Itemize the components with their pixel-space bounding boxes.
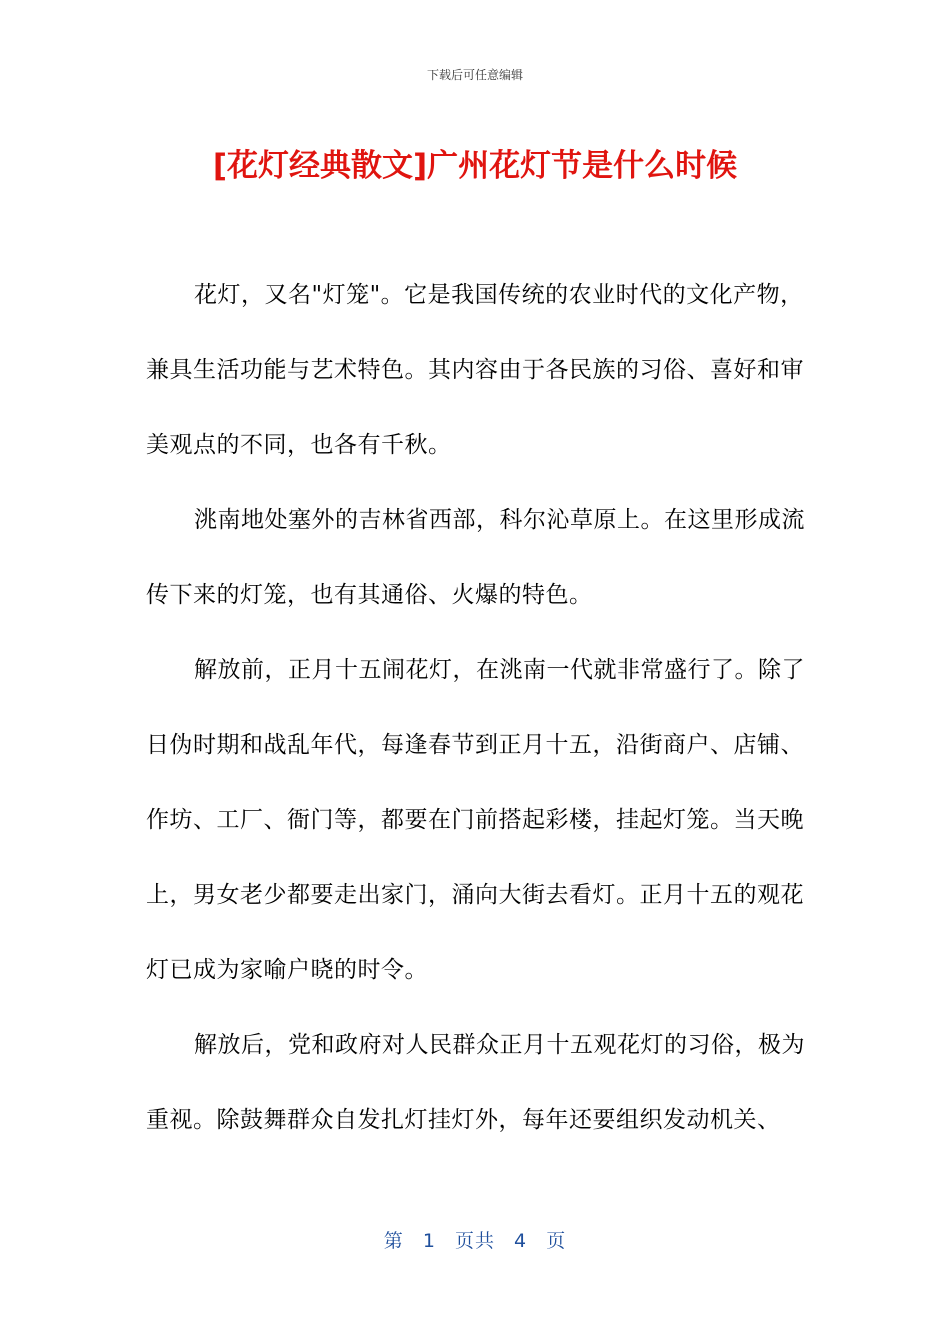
header-note: 下载后可任意编辑 — [426, 68, 523, 82]
document-body — [146, 258, 806, 1158]
page-middle: 页共 — [454, 1230, 495, 1252]
paragraph: 洮南地处塞外的吉林省西部，科尔沁草原上。在这里形成流传下来的灯笼，也有其通俗、火爆的特色。 — [146, 507, 805, 608]
paragraph: 解放前，正月十五闹花灯，在洮南一代就非常盛行了。除了日伪时期和战乱年代，每逢春节到正月十五，沿街商户、店铺、作坊、工厂、衙门等，都要在门前搭起彩楼，挂起灯笼。当天晚上，男女老少都要走出家门，涌向大街去看灯。正月十五的观花灯已成为家喻户晓的时令。 — [146, 657, 805, 983]
page-total: 4 — [514, 1230, 528, 1252]
page-footer — [0, 1226, 950, 1253]
paragraph: 解放后，党和政府对人民群众正月十五观花灯的习俗，极为重视。除鼓舞群众自发扎灯挂灯外，每年还要组织发动机关、 — [146, 1032, 805, 1133]
paragraph: 花灯，又名"灯笼"。它是我国传统的农业时代的文化产物，兼具生活功能与艺术特色。其内容由于各民族的习俗、喜好和审美观点的不同，也各有千秋。 — [146, 282, 804, 458]
document-title: [花灯经典散文]广州花灯节是什么时候 — [212, 148, 738, 184]
page-prefix: 第 — [383, 1230, 404, 1252]
page-current: 1 — [422, 1230, 436, 1252]
page-suffix: 页 — [546, 1230, 567, 1252]
